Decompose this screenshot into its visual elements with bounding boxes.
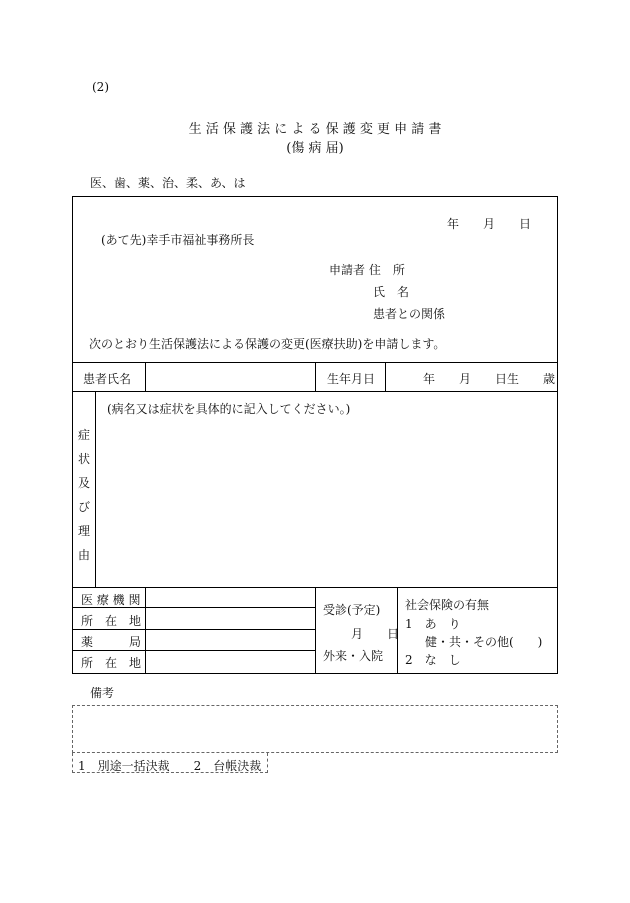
insurance-types[interactable]: 健・共・その他( ) [425,635,543,649]
symptom-label-char: 理 [77,524,90,538]
visit-label: 受診(予定) [323,603,381,617]
applicant-name-label: 氏 名 [373,285,410,299]
form-title: 生 活 保 護 法 に よ る 保 護 変 更 申 請 書 [188,122,442,137]
application-form [72,196,558,674]
col-line [145,362,146,391]
symptom-field[interactable] [97,417,553,585]
decision-options: 1 別途一括決裁 2 台帳決裁 [78,759,262,773]
page-number: (2) [92,80,109,94]
visit-date-field[interactable]: 月 日 [351,627,400,641]
applicant-address-label: 申請者 住 所 [329,263,405,277]
row-line [73,391,557,392]
col-line [385,362,386,391]
statement: 次のとおり生活保護法による保護の変更(医療扶助)を申請します。 [89,337,446,351]
insurance-label: 社会保険の有無 [405,598,490,612]
symptom-label-char: び [77,500,90,514]
col-line [315,587,316,673]
birthdate-label: 生年月日 [327,372,376,386]
symptom-label-char: 及 [77,476,90,490]
visit-type[interactable]: 外来・入院 [323,649,384,663]
col-line [145,587,146,673]
insurance-yes-option[interactable]: 1 あ り [405,617,461,631]
medical-institution-label: 医 療 機 関 [81,593,141,607]
institution-location-label: 所 在 地 [81,614,142,628]
pharmacy-location-label: 所 在 地 [81,656,142,670]
medical-institution-field[interactable] [147,588,313,606]
category-list: 医、歯、薬、治、柔、あ、は [90,176,246,190]
row-line [73,629,315,630]
remarks-label: 備考 [90,686,115,700]
insurance-no-option[interactable]: 2 な し [405,653,461,667]
pharmacy-field[interactable] [147,631,313,649]
symptom-label-char: 症 [77,428,90,442]
symptom-hint: (病名又は症状を具体的に記入してください。) [107,402,351,416]
pharmacy-label: 薬 局 [81,635,142,649]
birthdate-field[interactable]: 年 月 日生 歳 [423,372,556,386]
date-field[interactable]: 年 月 日 [447,217,532,231]
symptom-label [74,423,94,567]
pharmacy-location-field[interactable] [147,652,313,670]
col-line [315,362,316,391]
patient-name-label: 患者氏名 [83,372,132,386]
remarks-field[interactable] [72,705,558,753]
relation-label: 患者との関係 [373,307,446,321]
symptom-label-char: 状 [77,452,90,466]
col-line [95,391,96,587]
symptom-label-char: 由 [77,548,90,562]
institution-location-field[interactable] [147,609,313,627]
addressee: (あて先)幸手市福祉事務所長 [101,233,255,247]
row-line [73,650,315,651]
form-subtitle: (傷 病 届) [286,141,344,156]
